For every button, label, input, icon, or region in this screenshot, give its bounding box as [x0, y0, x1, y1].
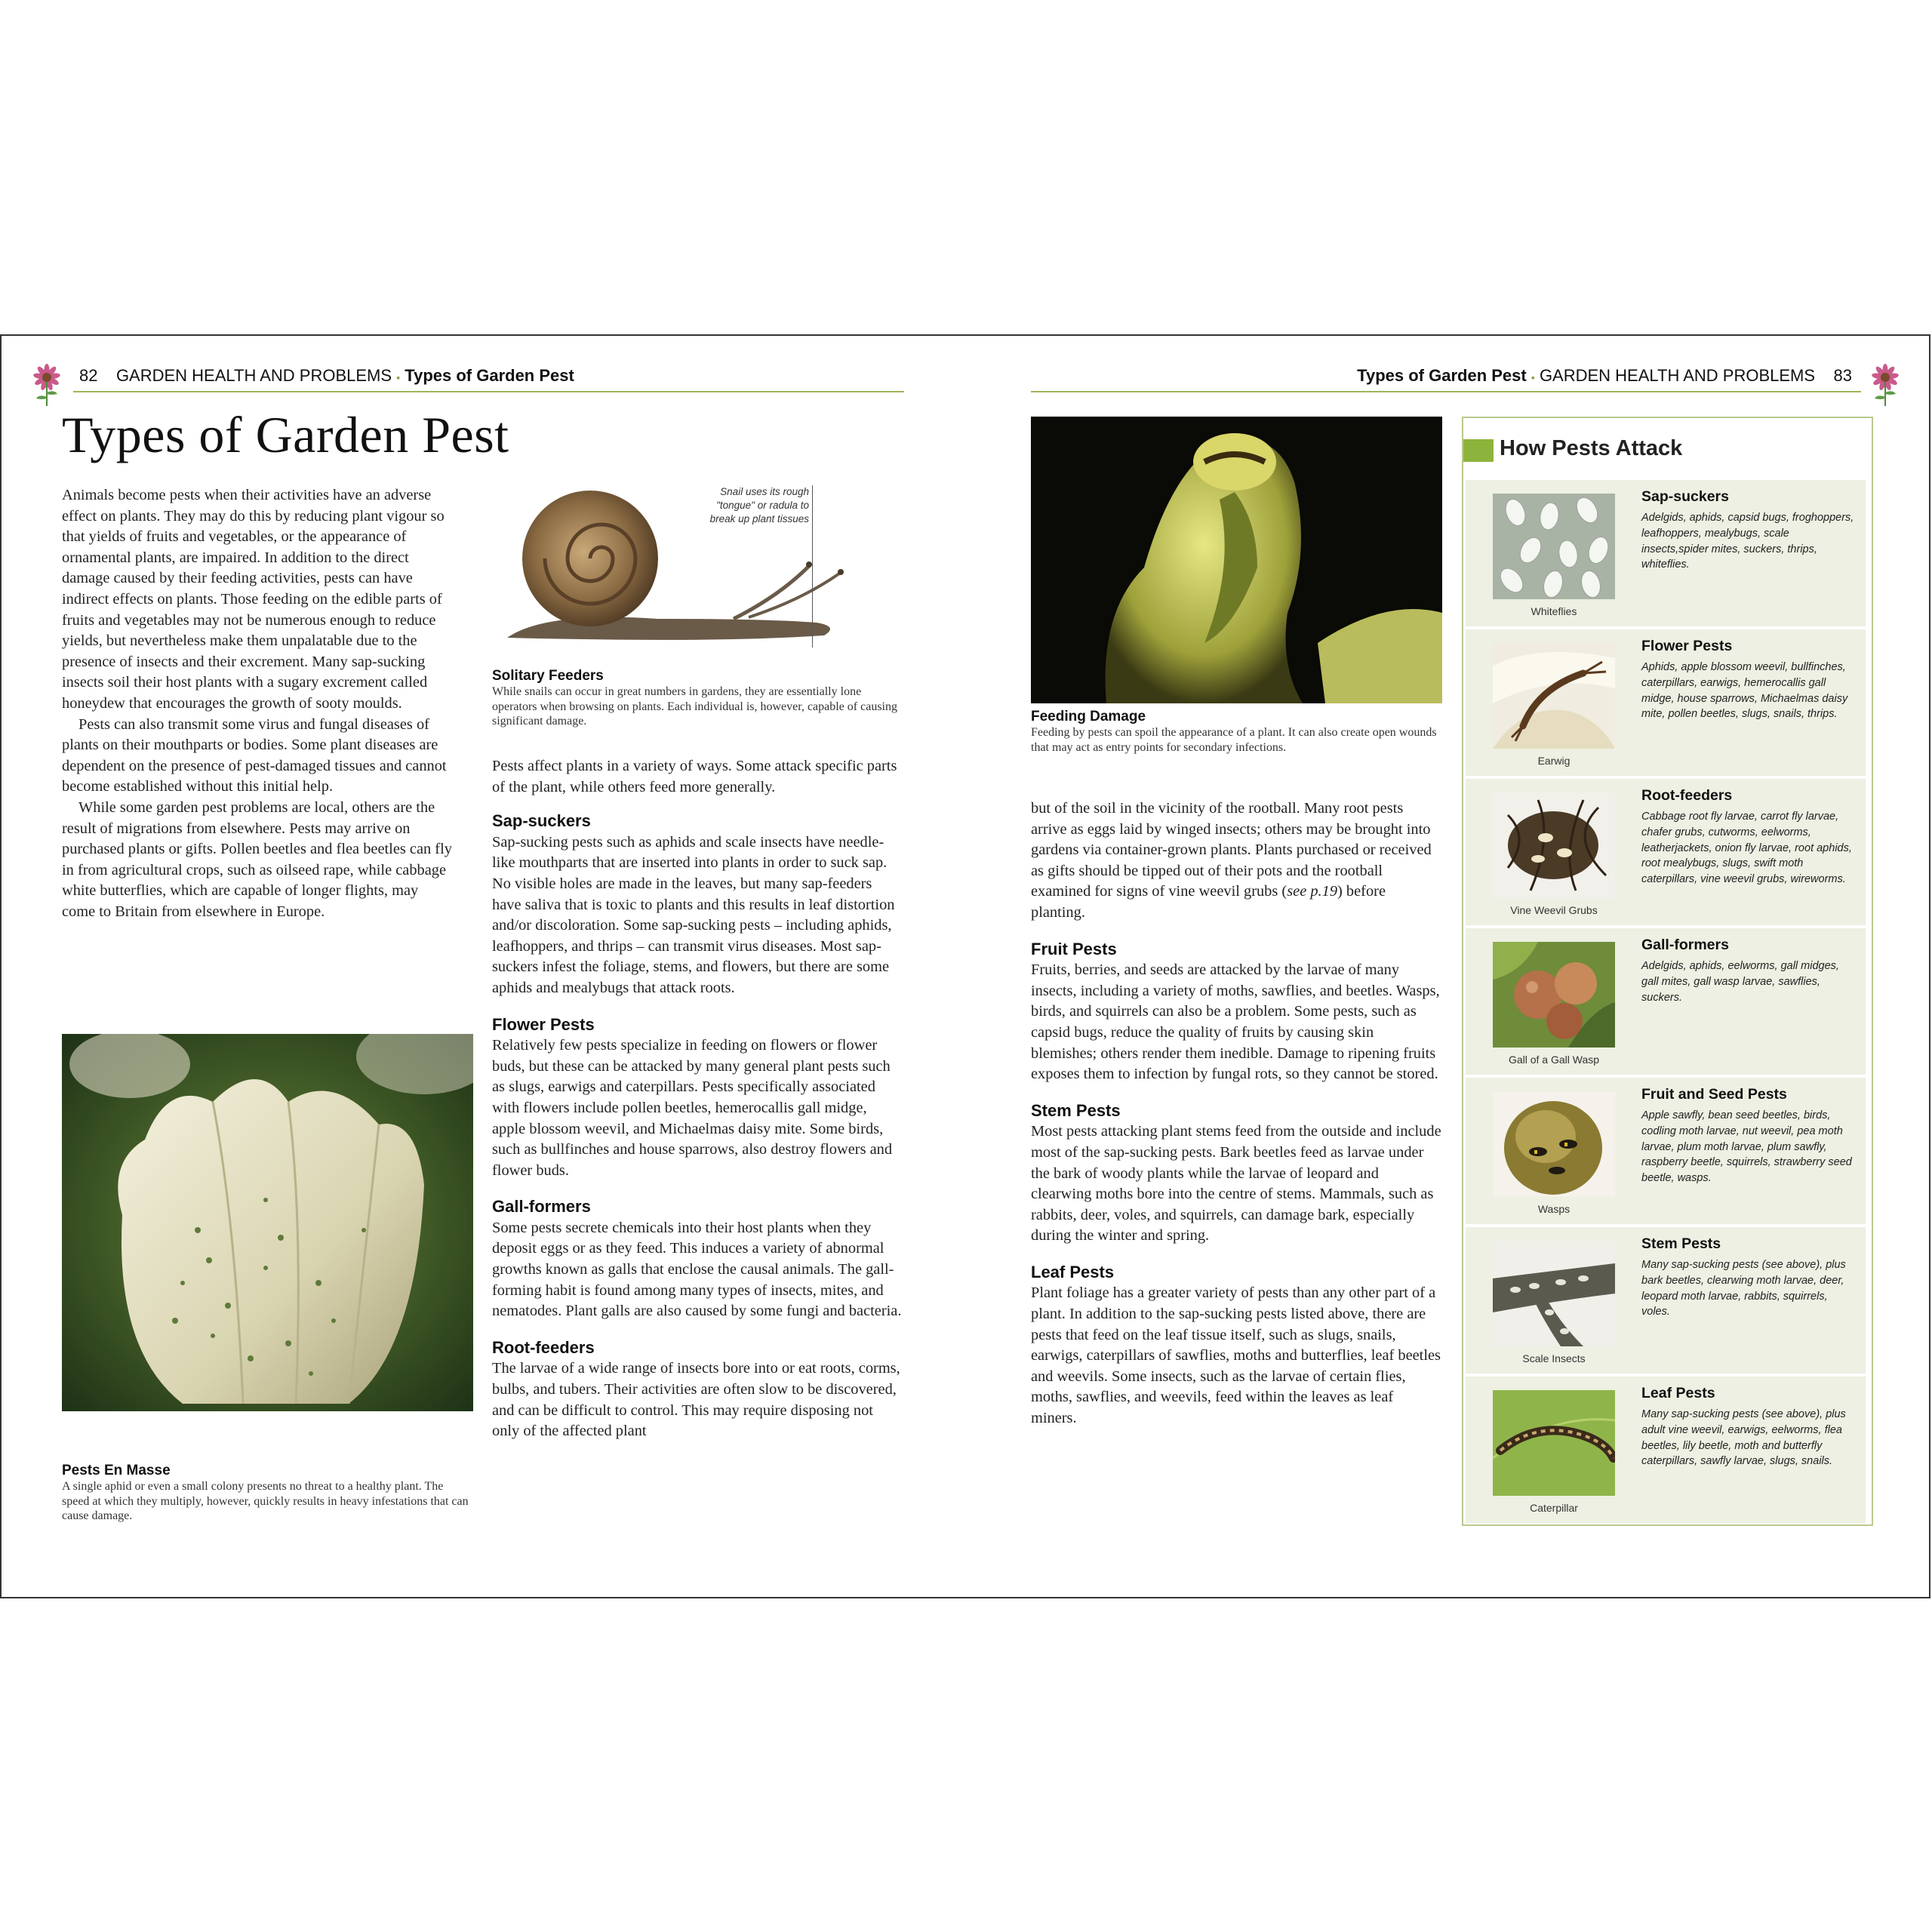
left-running-head — [79, 366, 574, 386]
book-spread — [0, 334, 1930, 1598]
pest-row-leaf-pests — [1466, 1377, 1866, 1523]
snail-caption — [492, 668, 903, 729]
page-reference-link[interactable]: see p.19 — [1287, 883, 1338, 900]
tulip-caption — [62, 1463, 473, 1524]
how-pests-attack-sidebar — [1462, 417, 1873, 1526]
sidebar-title: How Pests Attack — [1500, 436, 1683, 460]
sidebar-heading-sap-suckers: Sap-suckers — [1641, 488, 1729, 505]
caterpillar-photo — [1031, 417, 1442, 703]
coneflower-icon — [1869, 364, 1902, 408]
right-header-separator: ▪ — [1531, 371, 1535, 383]
pest-row-root-feeders — [1466, 779, 1866, 925]
earwig-image — [1493, 643, 1615, 749]
tulip-caption-title: Pests En Masse — [62, 1463, 171, 1478]
caterpillar-thumb-image — [1493, 1390, 1615, 1496]
image-label-vine-weevil-grubs: Vine Weevil Grubs — [1510, 904, 1598, 916]
heading-root-feeders: Root-feeders — [492, 1337, 595, 1357]
right-page-number: 83 — [1833, 366, 1852, 385]
text-sap-suckers: Sap-sucking pests such as aphids and scale insects have needle-like mouthparts that are inserted into plants in order to suck sap. No visible holes are made in the leaves, but many sap-feeders have saliva that is toxic to plants and this results in leaf distortion and/or discoloration. Some sap-sucking pests – including aphids, leafhoppers, and thrips – can transmit virus diseases. Most sap-suckers infest the foliage, stems, and flowers, but there are some aphids and mealybugs that attack roots. — [492, 833, 895, 996]
text-flower-pests: Relatively few pests specialize in feeding on flowers or flower buds, but these can be attacked by many general plant pests such as slugs, earwigs and caterpillars. Pests specifically associated with flowers include pollen beetles, hemerocallis gall midge, apple blossom weevil, and Michaelmas daisy mite. Some birds, such as bullfinches and house sparrows, also destroy flowers and flower buds. — [492, 1037, 893, 1179]
intro-paragraph-3: While some garden pest problems are local, others are the result of migrations from elsewhere. Pests may arrive on purchased plants or gifts. Pollen beetles and flea beetles can fly in from agricultural crops, such as oilseed rape, while cabbage white butterflies, which are capable of longer flights, may come to Britain from elsewhere in Europe. — [62, 798, 452, 920]
whiteflies-image — [1493, 494, 1615, 599]
sidebar-heading-gall-formers: Gall-formers — [1641, 937, 1729, 953]
right-chapter-label: Types of Garden Pest — [1357, 366, 1527, 385]
root-feeders-continued-a: but of the soil in the vicinity of the rootball. Many root pests arrive as eggs laid by winged insects; others may be brought into gardens via container-grown plants. Plants purchased or received as gifts should be tipped out of their pots and the rootball examined for signs of vine weevil grubs ( — [1031, 800, 1432, 900]
pest-row-gall-formers — [1466, 928, 1866, 1075]
pest-row-flower-pests — [1466, 629, 1866, 776]
snail-annotation-line — [812, 485, 813, 648]
pest-row-fruit-and-seed-pests — [1466, 1078, 1866, 1224]
sidebar-heading-root-feeders: Root-feeders — [1641, 787, 1733, 804]
image-label-gall-wasp: Gall of a Gall Wasp — [1508, 1054, 1600, 1066]
vine-weevil-grubs-image — [1493, 792, 1615, 898]
coneflower-icon — [30, 364, 63, 408]
text-root-feeders: The larvae of a wide range of insects bore into or eat roots, corms, bulbs, and tubers. Their activities are often slow to be discovered, and can be difficult to control. This may require disposing not only of the affected plant — [492, 1360, 900, 1440]
wasps-image — [1493, 1091, 1615, 1197]
right-header-rule — [1031, 391, 1861, 392]
left-section-label: GARDEN HEALTH AND PROBLEMS — [115, 366, 392, 385]
sidebar-text-fruit-and-seed-pests: Apple sawfly, bean seed beetles, birds, codling moth larvae, nut weevil, pea moth larvae, plum moth larvae, plum sawfly, raspberry beetle, squirrels, strawberry seed beetle, wasps. — [1641, 1109, 1852, 1185]
left-header-separator: ▪ — [396, 371, 401, 383]
text-fruit-pests: Fruits, berries, and seeds are attacked by the larvae of many insects, including a variety of moths, sawflies, and beetles. Wasps, birds, and squirrels can also be a problem. Some pests, such as capsid bugs, reduce the quality of fruits by causing skin blemishes; others render them inedible. Damage to ripening fruits exposes them to infection by fungal rots, so they cannot be stored. — [1031, 961, 1440, 1083]
image-label-scale-insects: Scale Insects — [1522, 1352, 1586, 1364]
sidebar-heading-fruit-and-seed-pests: Fruit and Seed Pests — [1641, 1086, 1787, 1103]
gall-wasp-gall-image — [1493, 942, 1615, 1048]
heading-sap-suckers: Sap-suckers — [492, 811, 591, 831]
sidebar-text-root-feeders: Cabbage root fly larvae, carrot fly larvae, chafer grubs, cutworms, eelworms, leatherjackets, onion fly larvae, root aphids, root mealybugs, slugs, swift moth caterpillars, vine weevil grubs, wireworms. — [1641, 811, 1852, 886]
image-label-caterpillar: Caterpillar — [1530, 1502, 1578, 1514]
sidebar-heading-stem-pests: Stem Pests — [1641, 1235, 1721, 1252]
snail-caption-text: While snails can occur in great numbers in gardens, they are essentially lone operators when browsing on plants. Each individual is, however, capable of causing significant damage. — [492, 685, 897, 728]
heading-flower-pests: Flower Pests — [492, 1014, 595, 1034]
snail-annotation: Snail uses its rough "tongue" or radula to break up plant tissues — [709, 486, 809, 525]
text-stem-pests: Most pests attacking plant stems feed from the outside and include most of the sap-sucking pests. Bark beetles feed as larvae under the bark of woody plants while the larvae of leopard and clearwing moths bore into the centre of stems. Mammals, such as rabbits, deer, voles, and squirrels, can damage bark, especially during the winter and spring. — [1031, 1123, 1441, 1244]
right-section-label: GARDEN HEALTH AND PROBLEMS — [1539, 366, 1816, 385]
heading-stem-pests: Stem Pests — [1031, 1100, 1121, 1120]
sidebar-text-leaf-pests: Many sap-sucking pests (see above), plus adult vine weevil, earwigs, eelworms, flea beetles, lily beetle, moth and butterfly caterpillars, sawfly larvae, slugs, snails. — [1641, 1408, 1846, 1468]
heading-gall-formers: Gall-formers — [492, 1197, 591, 1217]
sidebar-heading-leaf-pests: Leaf Pests — [1641, 1385, 1715, 1401]
image-label-wasps: Wasps — [1537, 1203, 1571, 1215]
heading-fruit-pests: Fruit Pests — [1031, 939, 1117, 958]
text-gall-formers: Some pests secrete chemicals into their host plants when they deposit eggs or as they feed. This induces a variety of abnormal growths known as galls that enclose the causal animals. The gall-forming habit is found among many types of insects, mites, and nematodes. Plant galls are also caused by some fungi and bacteria. — [492, 1219, 902, 1320]
caterpillar-caption — [1031, 709, 1442, 755]
column-2-intro: Pests affect plants in a variety of ways. Some attack specific parts of the plant, while others feed more generally. — [492, 758, 897, 795]
sidebar-text-sap-suckers: Adelgids, aphids, capsid bugs, froghoppers, leafhoppers, mealybugs, scale insects,spider mites, suckers, thrips, whiteflies. — [1641, 512, 1854, 571]
column-3-text — [1031, 798, 1442, 1429]
column-2-text — [492, 756, 903, 1442]
image-label-earwig: Earwig — [1537, 755, 1571, 767]
left-chapter-label: Types of Garden Pest — [405, 366, 574, 385]
tulip-caption-text: A single aphid or even a small colony presents no threat to a healthy plant. The speed at which they multiply, however, quickly results in heavy infestations that can cause damage. — [62, 1480, 469, 1522]
left-page-number: 82 — [79, 366, 98, 385]
page-title: Types of Garden Pest — [62, 406, 509, 463]
caterpillar-caption-title: Feeding Damage — [1031, 709, 1146, 724]
pest-row-stem-pests — [1466, 1227, 1866, 1374]
root-feeders-continued — [1031, 798, 1442, 924]
sidebar-text-stem-pests: Many sap-sucking pests (see above), plus bark beetles, clearwing moth larvae, deer, leopard moth larvae, rabbits, squirrels, voles. — [1641, 1259, 1846, 1318]
left-header-rule — [73, 391, 904, 392]
root-feeders-continued-b: ) before planting. — [1031, 883, 1386, 921]
caterpillar-caption-text: Feeding by pests can spoil the appearance of a plant. It can also create open wounds that may act as entry points for secondary infections. — [1031, 726, 1437, 754]
right-running-head — [1357, 366, 1852, 386]
tulip-aphids-photo — [62, 1034, 473, 1411]
sidebar-heading-flower-pests: Flower Pests — [1641, 638, 1733, 654]
heading-leaf-pests: Leaf Pests — [1031, 1262, 1115, 1281]
intro-text — [62, 485, 454, 922]
image-label-whiteflies: Whiteflies — [1531, 605, 1577, 617]
sidebar-text-gall-formers: Adelgids, aphids, eelworms, gall midges, gall mites, gall wasp larvae, sawflies, suckers. — [1641, 960, 1839, 1004]
text-leaf-pests: Plant foliage has a greater variety of pests than any other part of a plant. In addition to the sap-sucking pests listed above, there are pests that feed on the leaf tissue itself, such as slugs, snails, earwigs, caterpillars of sawflies, moths and butterflies, leaf beetles and weevils. Some insects, such as the larvae of certain flies, moths, sawflies, and weevils, feed within the leaves as leaf miners. — [1031, 1284, 1441, 1427]
intro-paragraph-2: Pests can also transmit some virus and fungal diseases of plants on their mouthparts or bodies. Some plant diseases are dependent on the presence of pest-damaged tissues and cannot become established without this initial help. — [62, 715, 447, 795]
sidebar-accent-bar — [1463, 439, 1494, 462]
pest-row-sap-suckers — [1466, 480, 1866, 626]
intro-paragraph-1: Animals become pests when their activities have an adverse effect on plants. They may do this by reducing plant vigour so that yields of fruits and vegetables, or the appearance of ornamental plants, are impaired. In addition to the direct damage caused by their feeding activities, pests can have indirect effects on plants. Those feeding on the edible parts of fruits and vegetables may not be numerous enough to reduce yields, but nevertheless make them unpalatable due to the presence of insects and their excrement. Many sap-sucking insects soil their host plants with a sugary excrement called honeydew that encourages the growth of sooty moulds. — [62, 487, 445, 712]
snail-photo — [485, 468, 892, 649]
snail-caption-title: Solitary Feeders — [492, 668, 604, 684]
scale-insects-image — [1493, 1241, 1615, 1346]
sidebar-text-flower-pests: Aphids, apple blossom weevil, bullfinches, caterpillars, earwigs, hemerocallis gall midge, house sparrows, Michaelmas daisy mite, pollen beetles, slugs, snails, thrips. — [1641, 661, 1848, 721]
